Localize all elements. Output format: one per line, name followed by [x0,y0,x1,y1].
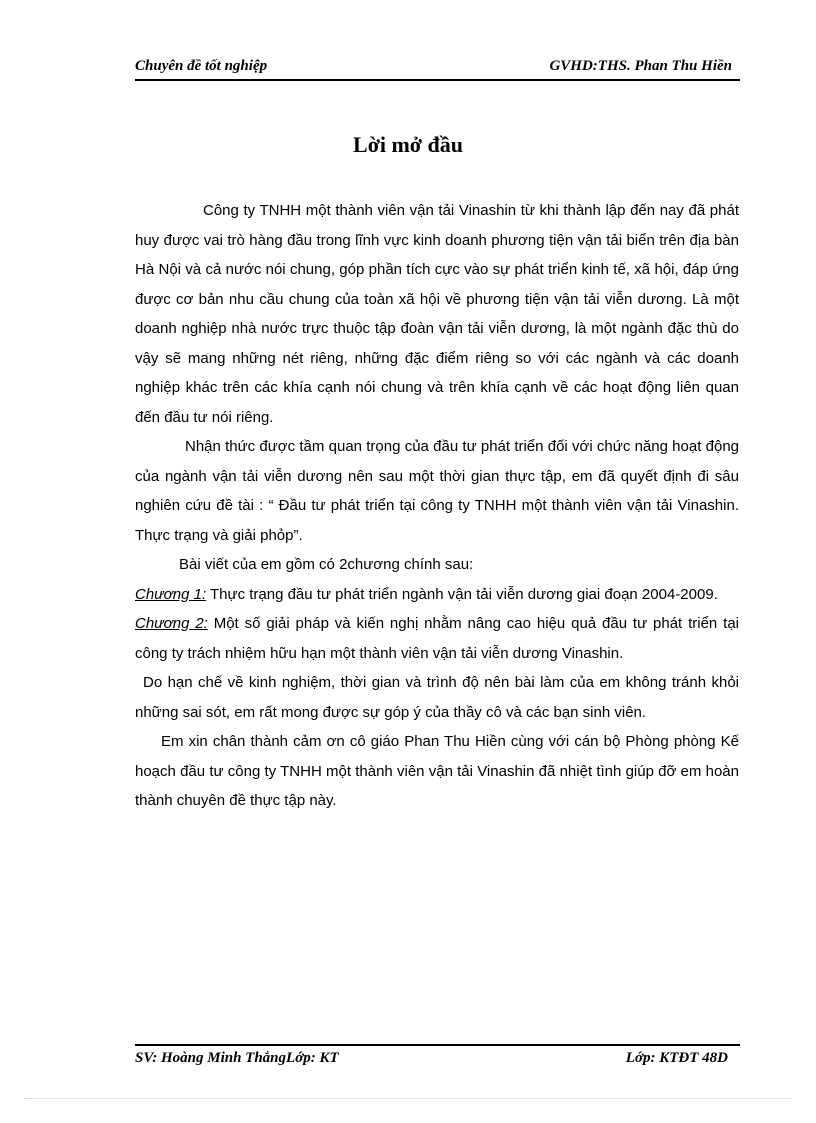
page-title: Lời mở đầu [353,132,463,157]
page-footer [135,1044,740,1066]
header-advisor: GVHD:THS. Phan Thu Hiền [549,58,732,74]
chapter-2-label: Chương 2: [135,615,208,632]
chapter-2-text: Một số giải pháp và kiến nghị nhằm nâng cao hiệu quả đầu tư phát triển tại công ty trách nhiệm hữu hạn một thành viên vận tải viễn dương Vinashin. [135,615,739,662]
chapter-2-entry [135,609,739,668]
page-bottom-divider [24,1098,792,1099]
footer-student: SV: Hoàng Minh ThắngLớp: KT [135,1050,339,1066]
chapter-1-label: Chương 1: [135,585,207,603]
limitations-paragraph: Do hạn chế về kinh nghiệm, thời gian và trình độ nên bài làm của em không tránh khỏi những sai sót, em rất mong được sự góp ý của thầy cô và các bạn sinh viên. [135,674,739,721]
motivation-paragraph: Nhận thức được tầm quan trọng của đầu tư phát triển đối với chức năng hoạt động của ngành vận tải viễn dương nên sau một thời gian thực tập, em đã quyết định đi sâu nghiên cứu đề tài : “ Đầu tư phát triển tại công ty TNHH một thành viên vận tải Vinashin. Thực trạng và giải phỏp”. [135,438,739,544]
document-body [135,196,739,816]
chapter-1-entry [135,580,739,610]
page-header [135,57,740,81]
footer-class: Lớp: KTĐT 48D [625,1050,728,1066]
chapter-1-text: Thực trạng đầu tư phát triển ngành vận tải viễn dương giai đoạn 2004-2009. [206,585,718,603]
header-doc-type: Chuyên đề tốt nghiệp [135,58,268,74]
structure-paragraph: Bài viết của em gồm có 2chương chính sau: [179,556,474,573]
intro-paragraph: Công ty TNHH một thành viên vận tải Vinashin từ khi thành lập đến nay đã phát huy được vai trò hàng đầu trong lĩnh vực kinh doanh phương tiện vận tải biển trên địa bàn Hà Nội và cả nước nói chung, góp phần tích cực vào sự phát triển kinh tế, xã hội, đáp ứng được cơ bản nhu cầu chung của toàn xã hội về phương tiện vận tải viễn dương. Là một doanh nghiệp nhà nước trực thuộc tập đoàn vận tải viễn dương, là một ngành đặc thù do vậy sẽ mang những nét riêng, những đặc điểm riêng so với các ngành và các doanh nghiệp khác trên các khía cạnh nói chung và trên khía cạnh về các hoạt động liên quan đến đầu tư nói riêng. [135,202,739,426]
acknowledgement-paragraph: Em xin chân thành cảm ơn cô giáo Phan Thu Hiền cùng với cán bộ Phòng phòng Kế hoạch đầu tư công ty TNHH một thành viên vận tải Vinashin đã nhiệt tình giúp đỡ em hoàn thành chuyên đề thực tập này. [135,733,739,809]
